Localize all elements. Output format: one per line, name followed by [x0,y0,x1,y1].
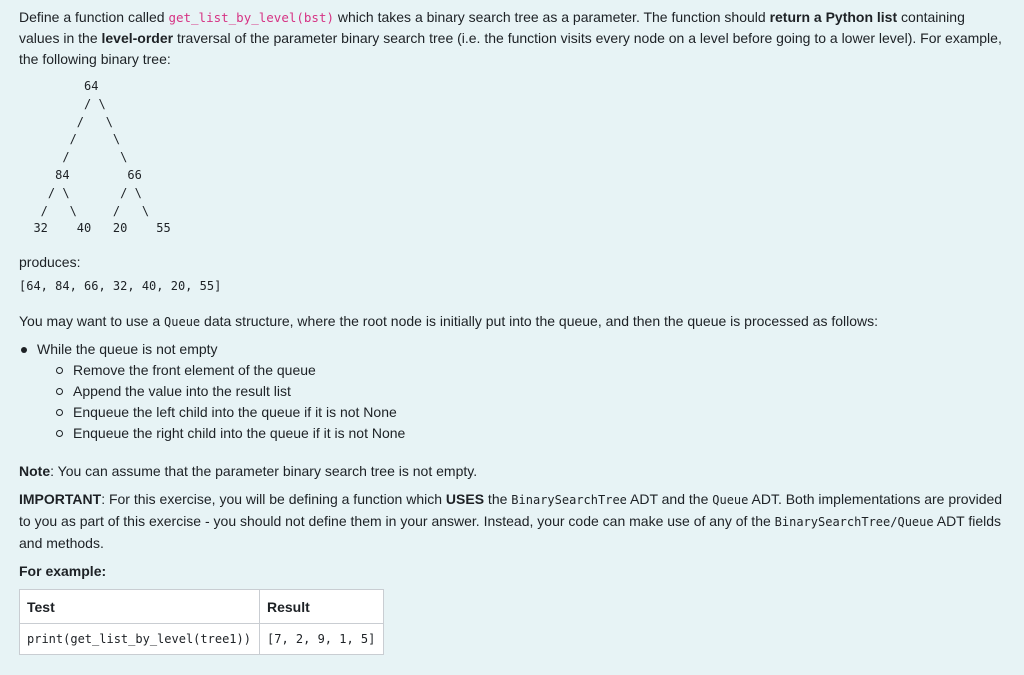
sub-step: Append the value into the result list [55,381,1006,402]
queue-text-1: You may want to use a [19,313,165,330]
intro-text-4: traversal of the parameter binary search tree (i.e. the function visits every node on a level before going to a lower level). For example, the following binary tree: [19,30,1002,67]
important-paragraph [19,489,1006,554]
binary-tree-diagram: 64 / \ / \ / \ / \ 84 66 / \ / \ / \ / \ 32 40 20 55 [33,79,171,236]
queue-code: Queue [164,315,201,330]
queue-text-2: data structure, where the root node is initially put into the queue, and then the queue is processed as follows: [200,313,879,330]
sub-steps-list [37,360,1006,444]
sub-step: Remove the front element of the queue [55,360,1006,381]
produces-label: produces: [19,254,81,271]
important-text-4: ADT. Both implementations are provided to you as part of this exercise - you should not define them in your answer. Instead, your code can make use of any of the [19,491,1003,530]
example-label: For example: [19,563,107,580]
table-row [20,624,384,655]
important-text-3: ADT and the [626,491,713,508]
cell-test: print(get_list_by_level(tree1)) [20,624,260,655]
bst-code: BinarySearchTree [511,493,627,508]
intro-bold-2: level-order [101,30,174,46]
sub-step: Enqueue the right child into the queue if it is not None [55,423,1006,444]
example-table [19,589,384,655]
header-result: Result [260,590,384,624]
step-main [19,339,1006,444]
step-main-label: While the queue is not empty [37,341,218,358]
intro-text-2: which takes a binary search tree as a parameter. The function should [334,9,770,25]
queue-paragraph [19,311,1006,333]
intro-bold-1: return a Python list [769,9,898,25]
note-label: Note [19,463,51,480]
sub-step: Enqueue the left child into the queue if it is not None [55,402,1006,423]
intro-paragraph [19,7,1006,70]
important-text-1: : For this exercise, you will be defining a function which [101,491,446,508]
table-header-row [20,590,384,624]
steps-list [19,339,1006,444]
intro-text-1: Define a function called [19,9,169,25]
bst-queue-code: BinarySearchTree/Queue [774,515,934,530]
queue-code-2: Queue [712,493,749,508]
produces-output: [64, 84, 66, 32, 40, 20, 55] [19,279,222,294]
important-label: IMPORTANT [19,491,102,508]
important-text-5: ADT fields and methods. [19,513,1002,552]
note-text: : You can assume that the parameter binary search tree is not empty. [50,463,478,480]
intro-text-3: containing values in the [19,9,965,46]
note-paragraph [19,461,1006,482]
header-test: Test [20,590,260,624]
important-text-2: the [484,491,512,508]
function-name-code: get_list_by_level(bst) [168,10,335,25]
important-uses: USES [445,491,485,508]
cell-result: [7, 2, 9, 1, 5] [260,624,384,655]
